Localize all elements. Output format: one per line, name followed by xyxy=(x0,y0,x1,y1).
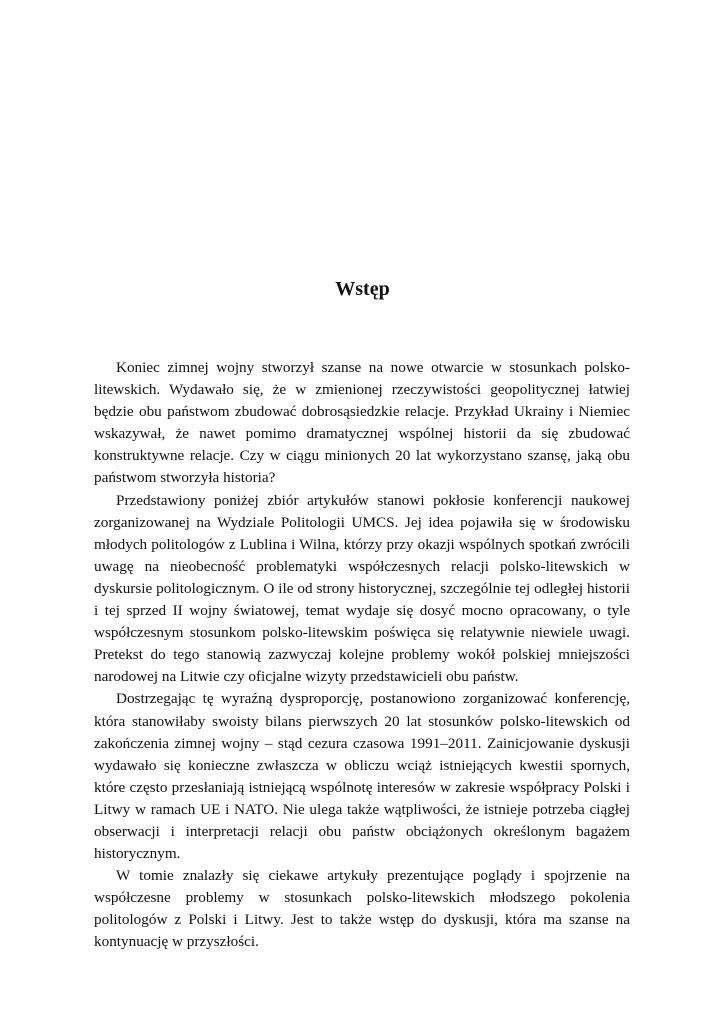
body-text xyxy=(94,357,630,954)
paragraph: Przedstawiony poniżej zbiór artykułów stanowi pokłosie konferencji naukowej zorganizowanej na Wydziale Politologii UMCS. Jej idea pojawiła się w środowisku młodych politologów z Lublina i Wilna, którzy przy okazji wspólnych spotkań zwrócili uwagę na nieobecność problematyki współczesnych relacji polsko-litewskich w dyskursie politologicznym. O ile od strony historycznej, szczególnie tej odległej historii i tej sprzed II wojny światowej, temat wydaje się dosyć mocno opracowany, o tyle współczesnym stosunkom polsko-litewskim poświęca się relatywnie niewiele uwagi. Pretekst do tego stanowią zazwyczaj kolejne problemy wokół polskiej mniejszości narodowej na Litwie czy oficjalne wizyty przedstawicieli obu państw. xyxy=(94,491,630,686)
paragraph: Dostrzegając tę wyraźną dysproporcję, postanowiono zorganizować konferencję, która stanowiłaby swoisty bilans pierwszych 20 lat stosunków polsko-litewskich od zakończenia zimnej wojny – stąd cezura czasowa 1991–2011. Zainicjowanie dyskusji wydawało się konieczne zwłaszcza w obliczu wciąż istniejących kwestii spornych, które często przesłaniają istniejącą wspólnotę interesów w zakresie współpracy Polski i Litwy w ramach UE i NATO. Nie ulega także wątpliwości, że istnieje potrzeba ciągłej obserwacji i interpretacji relacji obu państw obciążonych określonym bagażem historycznym. xyxy=(94,690,630,863)
paragraph: Koniec zimnej wojny stworzył szanse na nowe otwarcie w stosunkach polsko-litewskich. Wydawało się, że w zmienionej rzeczywistości geopolitycznej łatwiej będzie obu państwom zbudować dobrosąsiedzkie relacje. Przykład Ukrainy i Niemiec wskazywał, że nawet pomimo dramatycznej wspólnej historii da się zbudować konstruktywne relacje. Czy w ciągu minionych 20 lat wykorzystano szansę, jaką obu państwom stworzyła historia? xyxy=(94,359,630,487)
paragraph: W tomie znalazły się ciekawe artykuły prezentujące poglądy i spojrzenie na współczesne problemy w stosunkach polsko-litewskich młodszego pokolenia politologów z Polski i Litwy. Jest to także wstęp do dyskusji, która ma szanse na kontynuację w przyszłości. xyxy=(94,867,630,951)
page-title: Wstęp xyxy=(335,278,390,300)
